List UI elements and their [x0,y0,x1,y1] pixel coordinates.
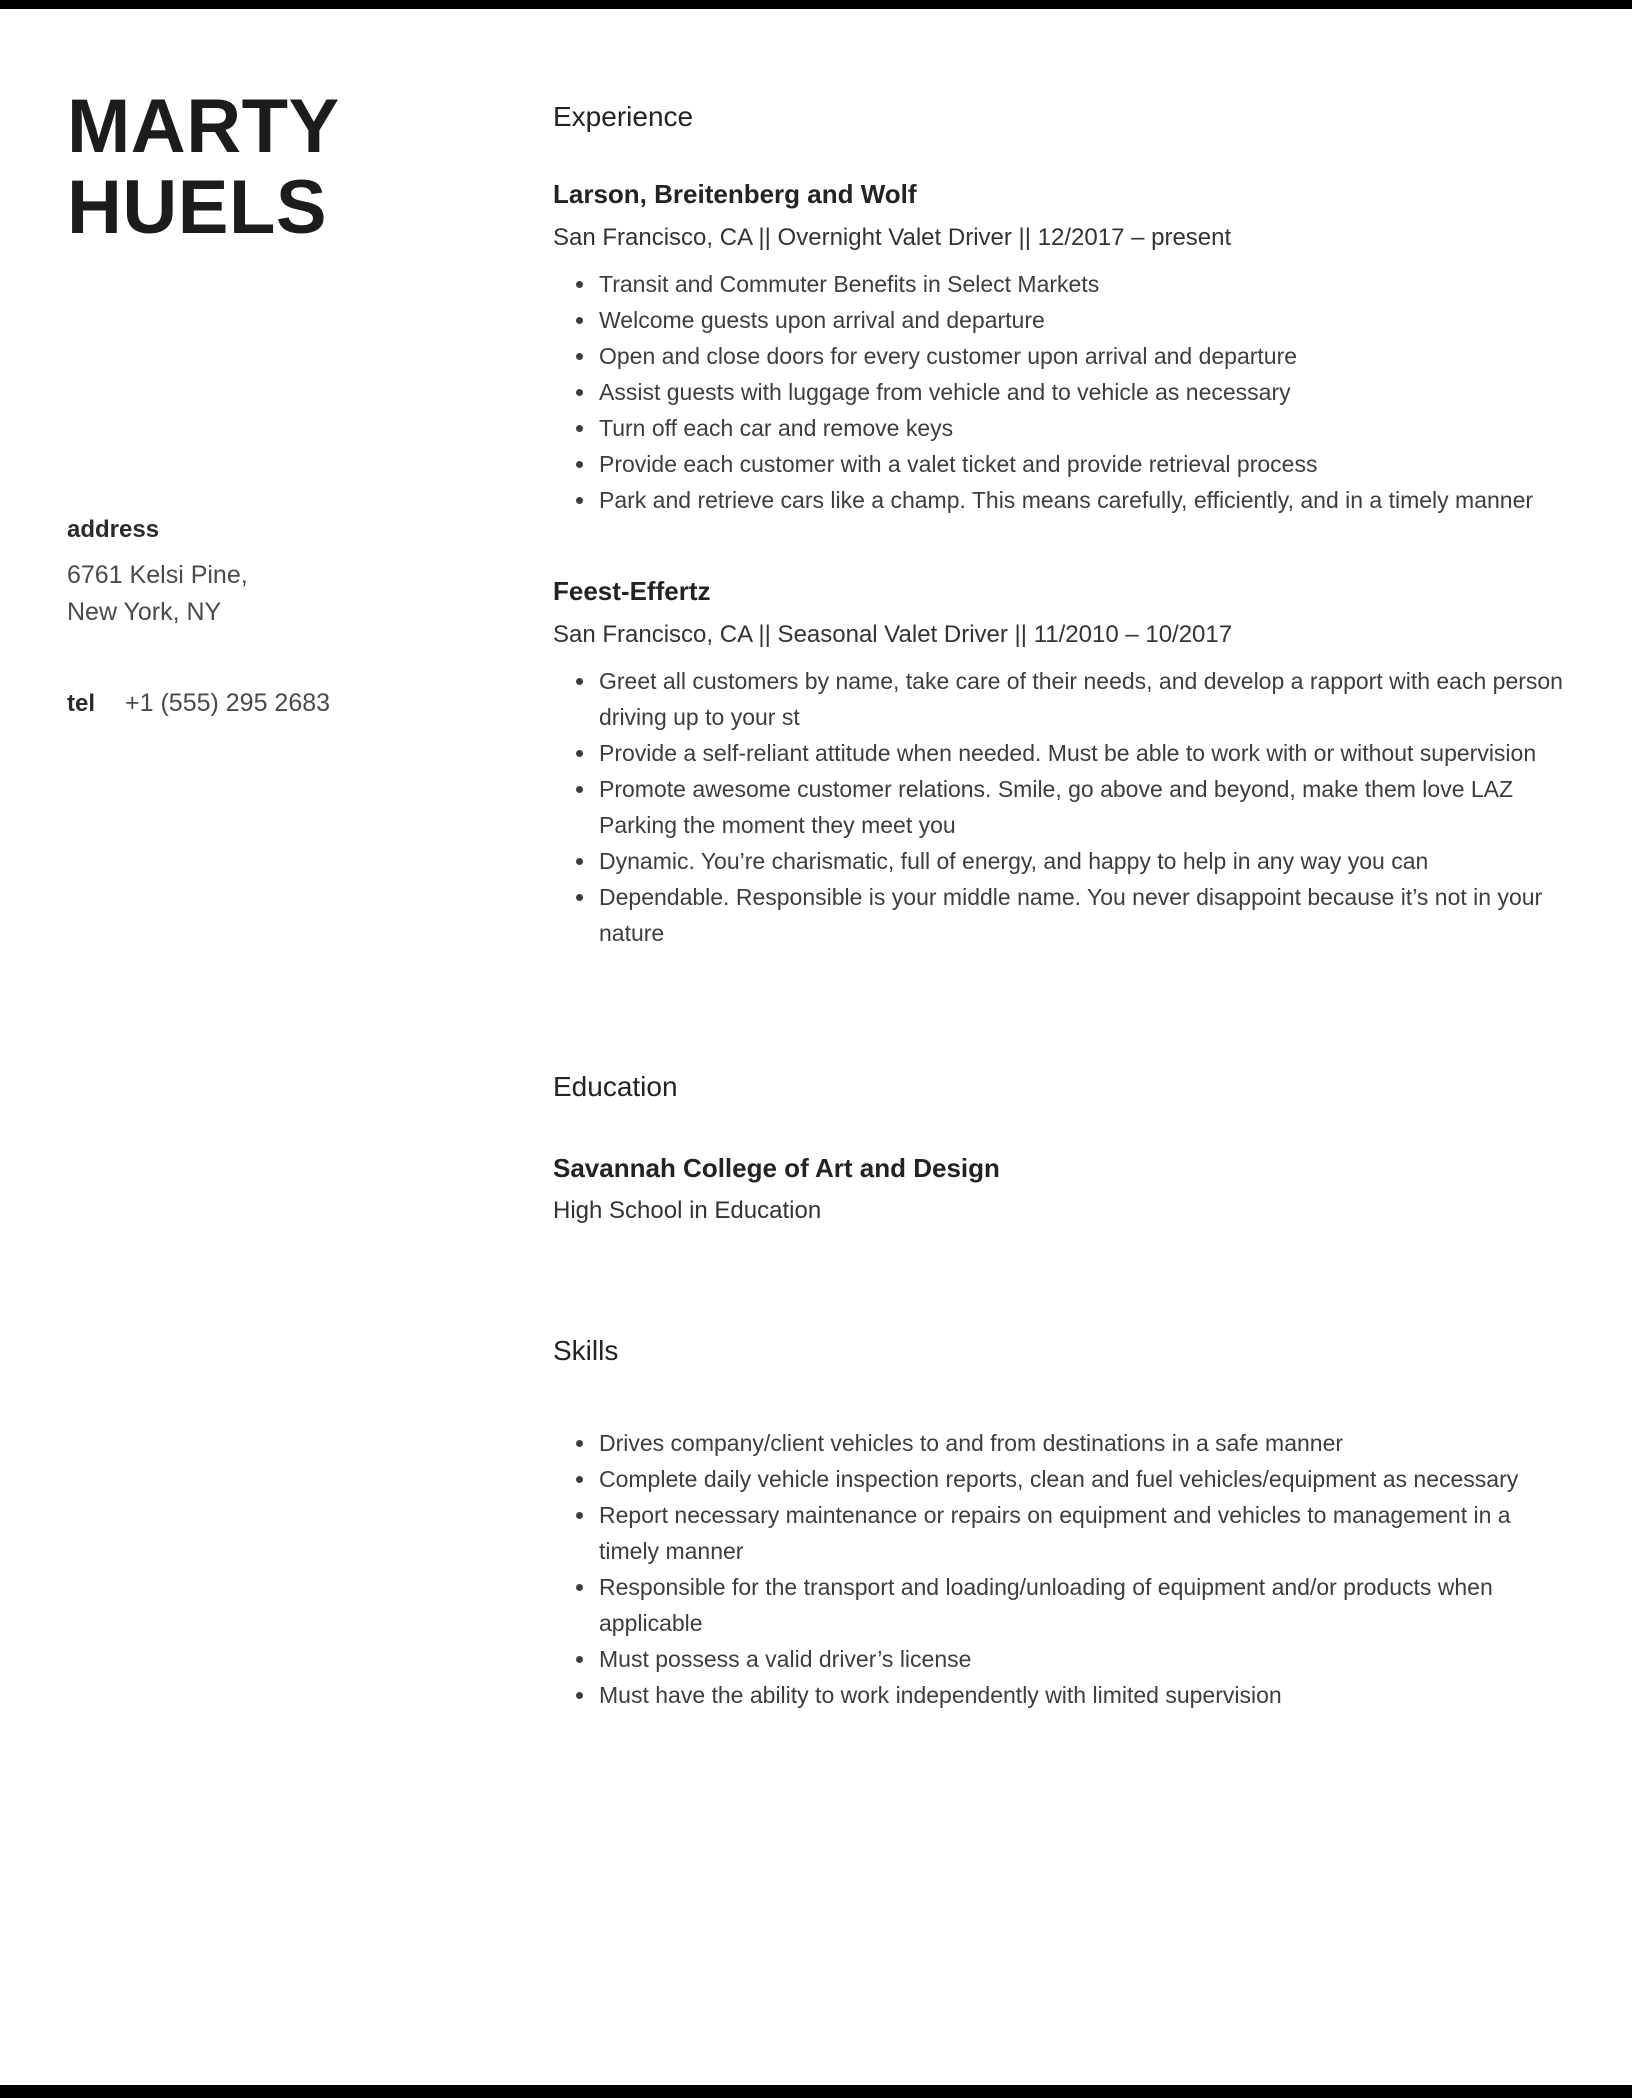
section-education [553,1071,1570,1225]
bullet-item: • Park and retrieve cars like a champ. This means carefully, efficiently, and in a timely manner [597,482,1570,518]
page-content [0,9,1632,2085]
bullet-item: • Greet all customers by name, take care of their needs, and develop a rapport with each person driving up to your st [597,663,1570,735]
tel-label: tel [67,690,96,718]
bullet-item: • Provide each customer with a valet ticket and provide retrieval process [597,446,1570,482]
education-heading: Education [553,1071,678,1102]
address-label: address [67,516,160,544]
bullet-item: • Complete daily vehicle inspection reports, clean and fuel vehicles/equipment as necessary [597,1461,1570,1497]
skills-bullets [553,1425,1570,1713]
bullet-item: • Welcome guests upon arrival and departure [597,302,1570,338]
main-column [553,87,1632,2085]
bullet-item: • Open and close doors for every customer upon arrival and departure [597,338,1570,374]
address-section [67,516,553,631]
job-company: Feest-Effertz [553,576,711,606]
address-value [67,557,553,631]
bullet-item: • Must have the ability to work independently with limited supervision [597,1677,1570,1713]
address-line-1: 6761 Kelsi Pine, [67,561,248,590]
bullet-item: • Assist guests with luggage from vehicle and to vehicle as necessary [597,374,1570,410]
tel-section [67,689,553,718]
education-school: Savannah College of Art and Design [553,1153,1000,1183]
education-degree: High School in Education [553,1197,822,1224]
name-line-2: HUELS [67,164,328,250]
job-entry [553,179,1570,518]
bullet-item: • Report necessary maintenance or repairs on equipment and vehicles to management in a timely manner [597,1497,1570,1569]
top-bar [0,0,1632,9]
tel-value: +1 (555) 295 2683 [125,689,331,718]
job-bullets [553,266,1570,518]
bullet-item: • Provide a self-reliant attitude when needed. Must be able to work with or without supervision [597,735,1570,771]
job-meta: San Francisco, CA || Seasonal Valet Driver || 11/2010 – 10/2017 [553,621,1233,648]
bullet-item: • Responsible for the transport and loading/unloading of equipment and/or products when applicable [597,1569,1570,1641]
section-experience [553,101,1570,951]
job-bullets [553,663,1570,951]
resume-name [67,84,553,250]
bullet-item: • Dynamic. You’re charismatic, full of energy, and happy to help in any way you can [597,843,1570,879]
bullet-item: • Promote awesome customer relations. Smile, go above and beyond, make them love LAZ Parking the moment they meet you [597,771,1570,843]
address-line-2: New York, NY [67,598,222,627]
bullet-item: • Drives company/client vehicles to and from destinations in a safe manner [597,1425,1570,1461]
sidebar [0,84,553,2085]
section-skills [553,1335,1570,1713]
job-meta: San Francisco, CA || Overnight Valet Driver || 12/2017 – present [553,224,1232,251]
experience-heading: Experience [553,101,694,132]
bullet-item: • Must possess a valid driver’s license [597,1641,1570,1677]
name-line-1: MARTY [67,84,340,169]
bullet-item: • Transit and Commuter Benefits in Select Markets [597,266,1570,302]
job-entry [553,576,1570,951]
skills-heading: Skills [553,1335,619,1366]
job-company: Larson, Breitenberg and Wolf [553,179,917,209]
bottom-bar [0,2085,1632,2098]
bullet-item: • Turn off each car and remove keys [597,410,1570,446]
bullet-item: • Dependable. Responsible is your middle name. You never disappoint because it’s not in your nature [597,879,1570,951]
